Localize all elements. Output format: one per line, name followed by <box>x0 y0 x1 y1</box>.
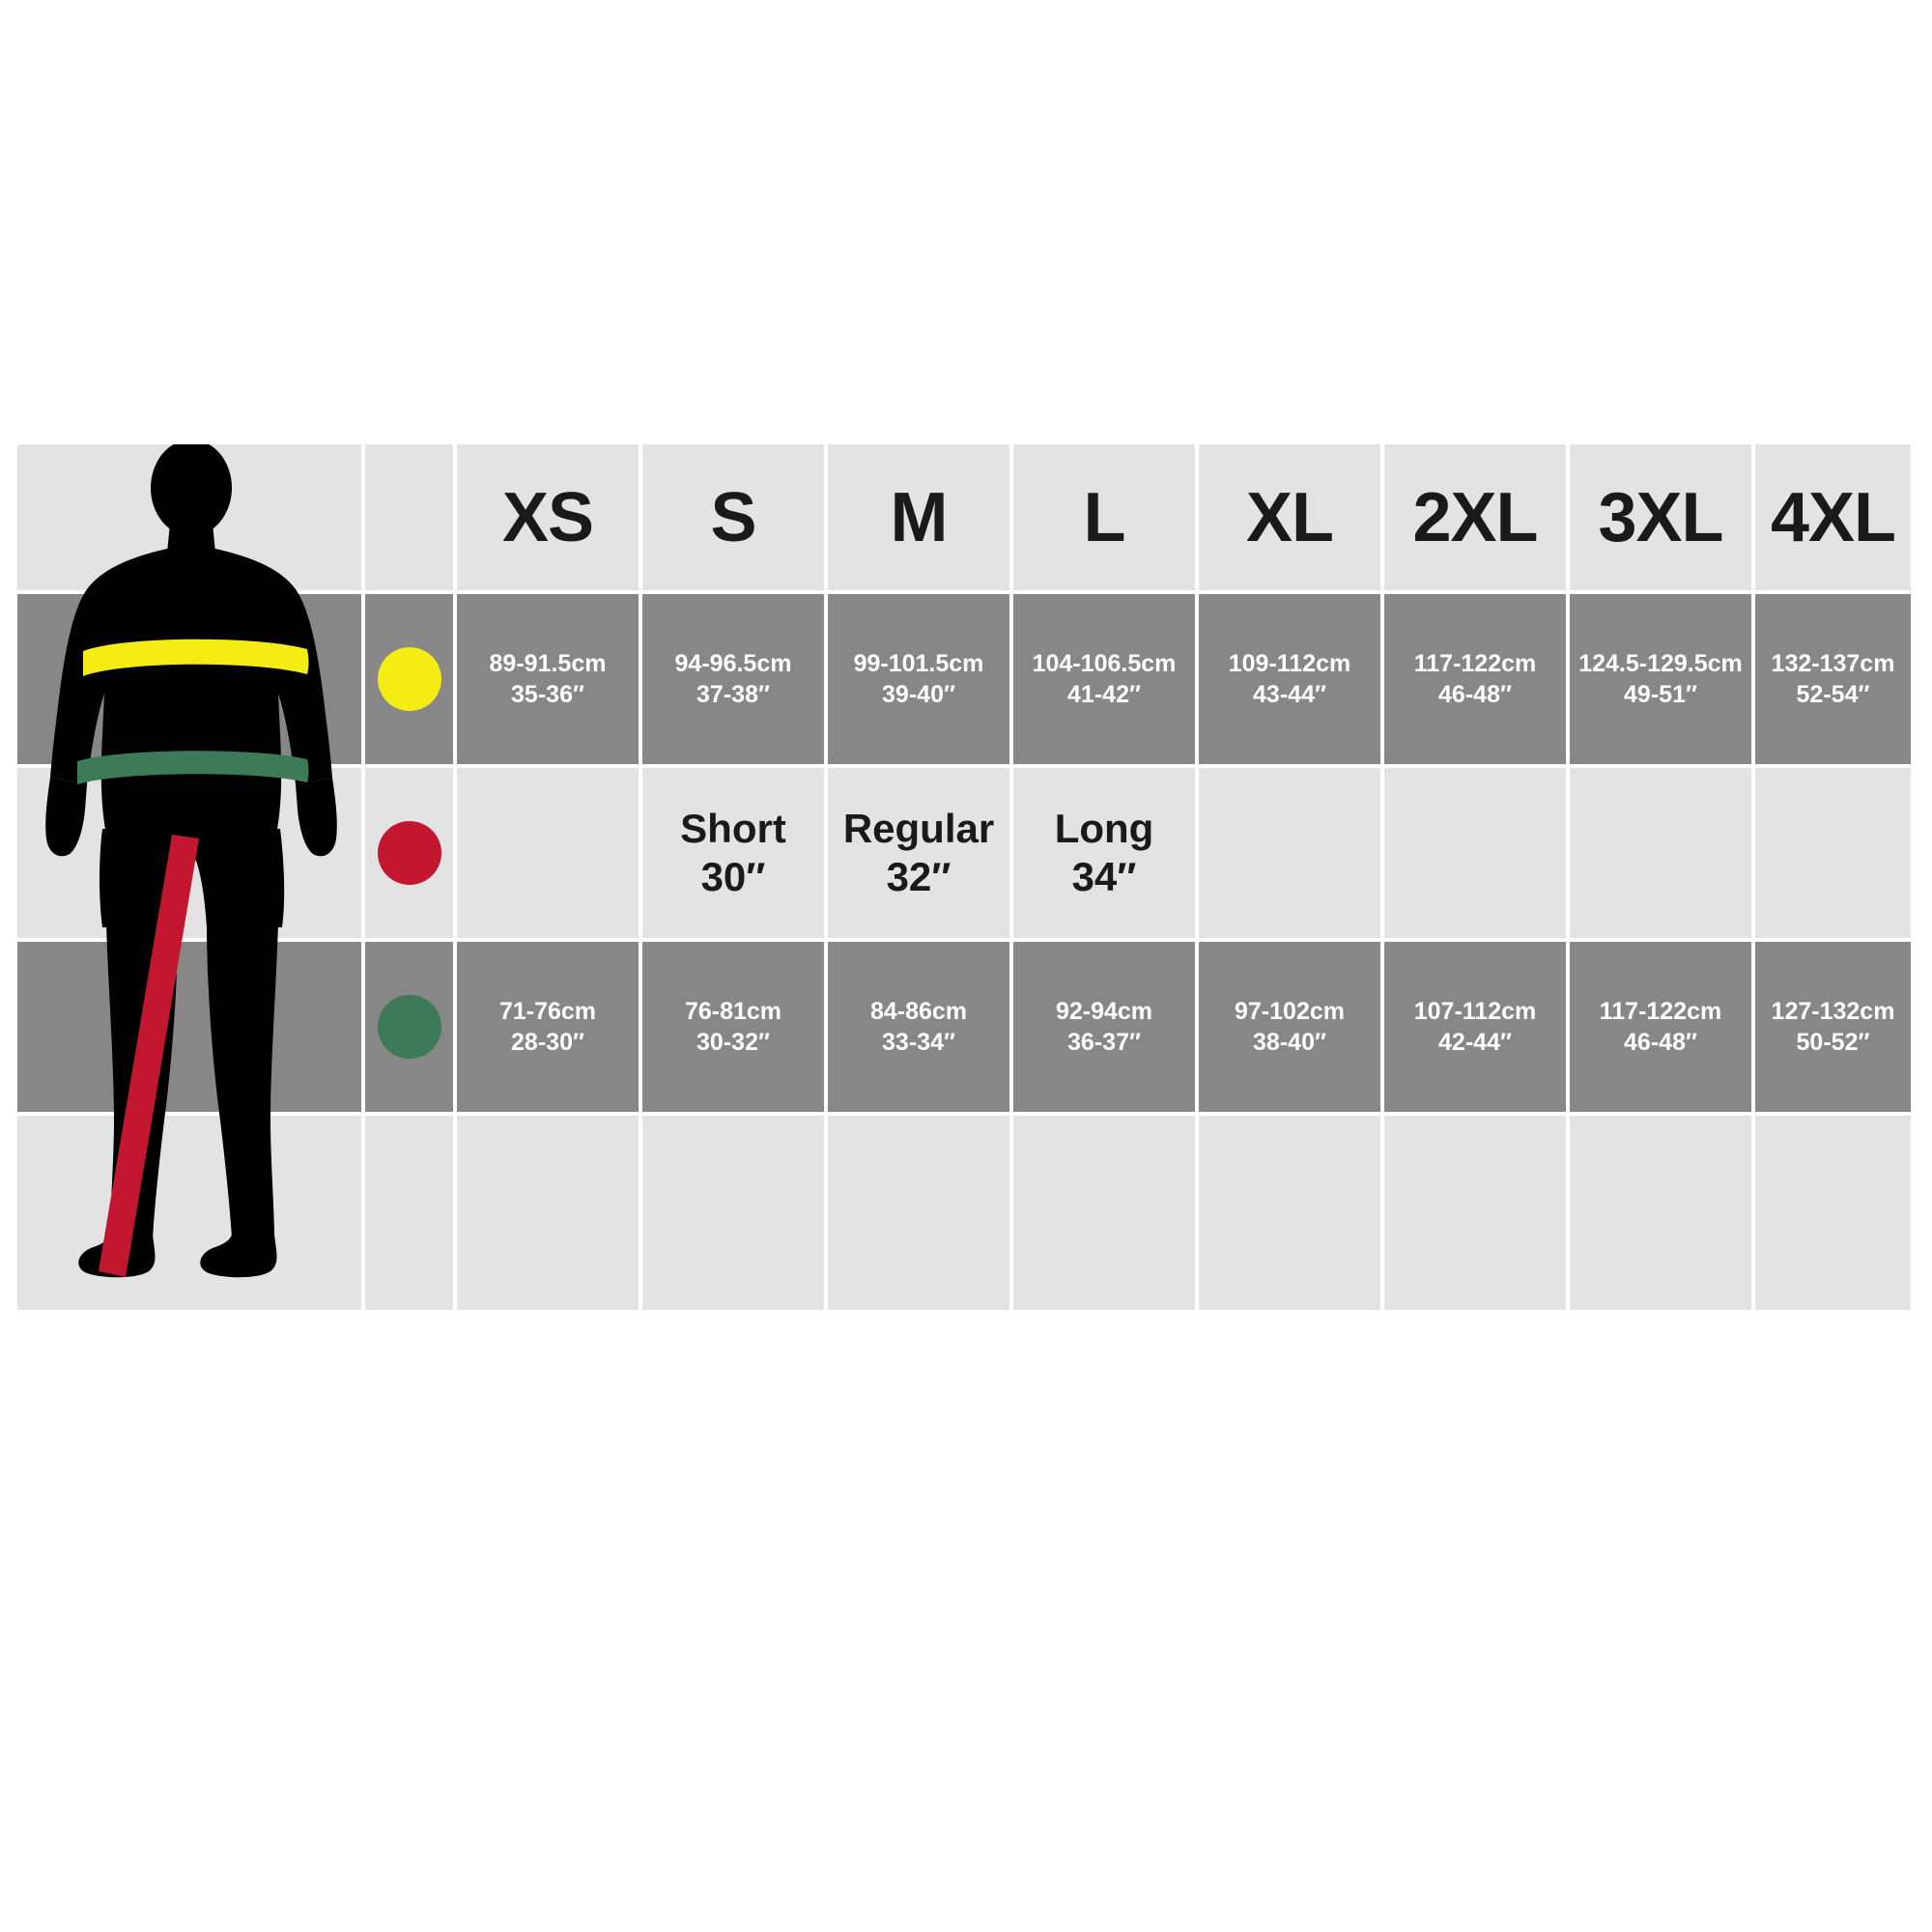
column-header-label: 3XL <box>1598 478 1723 556</box>
value-cm: 117-122cm <box>1413 650 1537 677</box>
column-header-label: L <box>1083 478 1125 556</box>
column-header-label: S <box>710 478 756 556</box>
column-header-label: M <box>890 478 948 556</box>
marker-cell-inside-leg <box>365 768 453 938</box>
leg-3xl-cell <box>1570 768 1751 938</box>
waist-xl-cell <box>1199 942 1380 1112</box>
filler-marker-cell <box>365 1116 453 1310</box>
waist-s-cell <box>642 942 824 1112</box>
value-cm: 124.5-129.5cm <box>1578 650 1743 677</box>
column-header-xs <box>457 444 639 590</box>
filler-cell-s <box>642 1116 824 1310</box>
value-in: 42-44″ <box>1438 1029 1512 1056</box>
filler-cell-2xl <box>1384 1116 1566 1310</box>
filler-cell-3xl <box>1570 1116 1751 1310</box>
red-dot-icon <box>378 821 441 885</box>
column-header-label: 2XL <box>1412 478 1538 556</box>
column-header-label: XL <box>1245 478 1333 556</box>
chest-xl-cell <box>1199 594 1380 764</box>
value-cm: 99-101.5cm <box>853 650 984 677</box>
marker-cell-waist <box>365 942 453 1112</box>
chest-m-cell <box>828 594 1009 764</box>
value-in: 49-51″ <box>1624 681 1697 708</box>
filler-cell-xs <box>457 1116 639 1310</box>
value-in: 30″ <box>700 854 766 899</box>
value-cm: 109-112cm <box>1228 650 1351 677</box>
value-in: 46-48″ <box>1438 681 1512 708</box>
value-in: 52-54″ <box>1796 681 1870 708</box>
waist-3xl-cell <box>1570 942 1751 1112</box>
column-header-xl <box>1199 444 1380 590</box>
column-header-4xl <box>1755 444 1911 590</box>
size-chart-grid <box>17 444 1915 1314</box>
leg-l-cell <box>1013 768 1195 938</box>
chest-s-cell <box>642 594 824 764</box>
value-in: 34″ <box>1071 854 1137 899</box>
column-header-2xl <box>1384 444 1566 590</box>
value-cm: 104-106.5cm <box>1032 650 1177 677</box>
filler-cell-m <box>828 1116 1009 1310</box>
size-chart <box>17 444 1915 1314</box>
value-in: 50-52″ <box>1796 1029 1870 1056</box>
waist-m-cell <box>828 942 1009 1112</box>
figure-cell <box>17 594 361 764</box>
leg-xl-cell <box>1199 768 1380 938</box>
chest-4xl-cell <box>1755 594 1911 764</box>
value-name: Short <box>680 806 786 852</box>
value-in: 28-30″ <box>511 1029 584 1056</box>
value-cm: 127-132cm <box>1771 998 1895 1025</box>
waist-xs-cell <box>457 942 639 1112</box>
leg-4xl-cell <box>1755 768 1911 938</box>
filler-cell-xl <box>1199 1116 1380 1310</box>
column-header-label: 4XL <box>1770 478 1896 556</box>
marker-header-cell <box>365 444 453 590</box>
figure-cell <box>17 942 361 1112</box>
column-header-label: XS <box>501 478 594 556</box>
value-in: 36-37″ <box>1067 1029 1141 1056</box>
leg-m-cell <box>828 768 1009 938</box>
leg-s-cell <box>642 768 824 938</box>
green-dot-icon <box>378 995 441 1059</box>
value-cm: 94-96.5cm <box>674 650 792 677</box>
value-cm: 84-86cm <box>869 998 968 1025</box>
value-cm: 107-112cm <box>1413 998 1537 1025</box>
marker-cell-chest <box>365 594 453 764</box>
column-header-m <box>828 444 1009 590</box>
value-in: 38-40″ <box>1253 1029 1326 1056</box>
filler-cell-l <box>1013 1116 1195 1310</box>
column-header-l <box>1013 444 1195 590</box>
chest-2xl-cell <box>1384 594 1566 764</box>
value-in: 37-38″ <box>696 681 770 708</box>
value-in: 33-34″ <box>882 1029 955 1056</box>
value-in: 43-44″ <box>1253 681 1326 708</box>
value-in: 35-36″ <box>511 681 584 708</box>
waist-2xl-cell <box>1384 942 1566 1112</box>
chest-3xl-cell <box>1570 594 1751 764</box>
waist-4xl-cell <box>1755 942 1911 1112</box>
yellow-dot-icon <box>378 647 441 711</box>
value-in: 32″ <box>886 854 952 899</box>
column-header-3xl <box>1570 444 1751 590</box>
value-cm: 71-76cm <box>498 998 597 1025</box>
value-cm: 92-94cm <box>1055 998 1153 1025</box>
value-cm: 97-102cm <box>1235 998 1345 1025</box>
value-cm: 117-122cm <box>1599 998 1722 1025</box>
chest-xs-cell <box>457 594 639 764</box>
filler-cell-4xl <box>1755 1116 1911 1310</box>
value-name: Regular <box>842 806 995 852</box>
leg-xs-cell <box>457 768 639 938</box>
figure-cell <box>17 444 361 590</box>
value-cm: 89-91.5cm <box>489 650 607 677</box>
value-cm: 76-81cm <box>684 998 782 1025</box>
chest-l-cell <box>1013 594 1195 764</box>
figure-cell <box>17 1116 361 1310</box>
waist-l-cell <box>1013 942 1195 1112</box>
value-in: 46-48″ <box>1624 1029 1697 1056</box>
value-cm: 132-137cm <box>1771 650 1895 677</box>
leg-2xl-cell <box>1384 768 1566 938</box>
value-in: 30-32″ <box>696 1029 770 1056</box>
figure-cell <box>17 768 361 938</box>
value-name: Long <box>1054 806 1154 852</box>
column-header-s <box>642 444 824 590</box>
value-in: 41-42″ <box>1067 681 1141 708</box>
value-in: 39-40″ <box>882 681 955 708</box>
